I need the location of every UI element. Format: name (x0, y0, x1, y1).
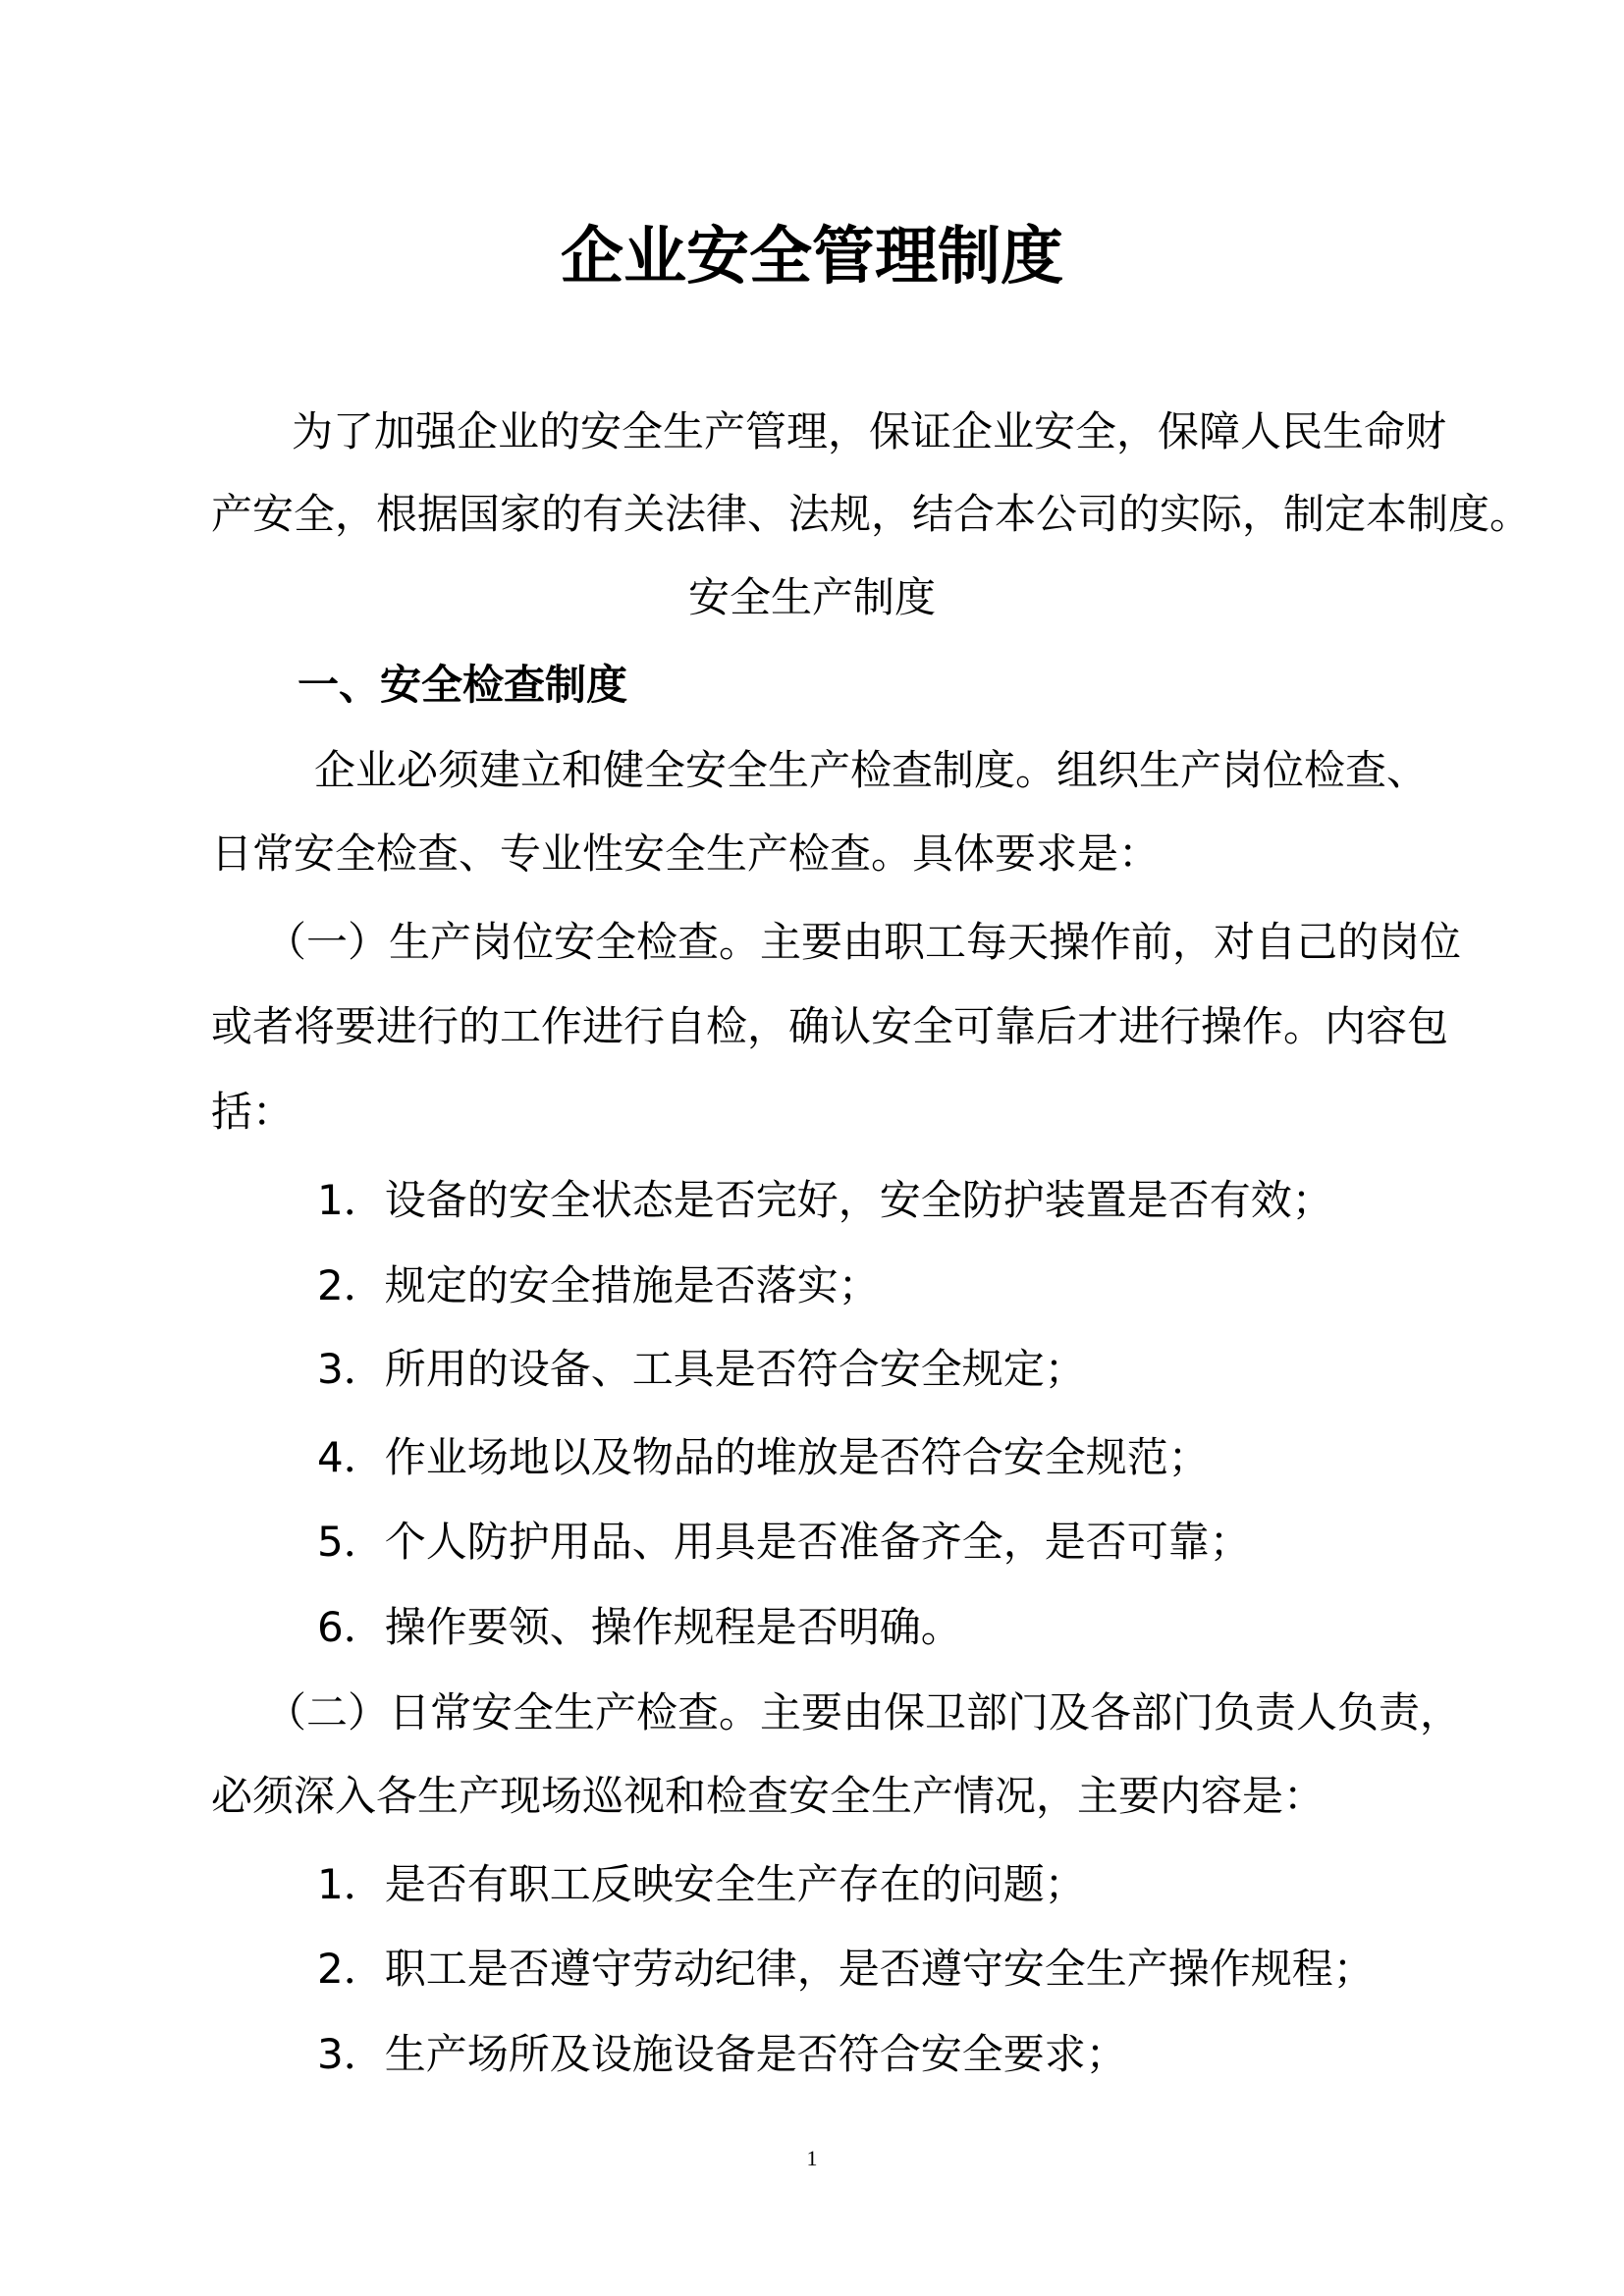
subsection-text: 或者将要进行的工作进行自检，确认安全可靠后才进行操作。内容包 (211, 1002, 1449, 1050)
intro-line: 产安全，根据国家的有关法律、法规，结合本公司的实际，制定本制度。 (211, 490, 1532, 538)
subsection-text: 必须深入各生产现场巡视和检查安全生产情况，主要内容是： (211, 1772, 1326, 1820)
section-title: 安全生产制度 (687, 573, 936, 621)
subsection-text: （二）日常安全生产检查。主要由保卫部门及各部门负责人负责， (265, 1688, 1462, 1736)
list-item: 4．作业场地以及物品的堆放是否符合安全规范； (317, 1433, 1210, 1481)
chapter-intro-line: 日常安全检查、专业性安全生产检查。具体要求是： (211, 829, 1161, 878)
subsection-text: 括： (211, 1088, 295, 1136)
chapter-intro-line: 企业必须建立和健全安全生产检查制度。组织生产岗位检查、 (314, 746, 1429, 794)
list-item: 1．设备的安全状态是否完好，安全防护装置是否有效； (317, 1176, 1333, 1224)
list-item: 3．生产场所及设施设备是否符合安全要求； (317, 2030, 1127, 2078)
list-item: 3．所用的设备、工具是否符合安全规定； (317, 1345, 1086, 1393)
list-item: 2．职工是否遵守劳动纪律，是否遵守安全生产操作规程； (317, 1945, 1375, 1993)
list-item: 2．规定的安全措施是否落实； (317, 1261, 880, 1309)
list-item: 6．操作要领、操作规程是否明确。 (317, 1603, 962, 1651)
document-title: 企业安全管理制度 (561, 220, 1063, 294)
page-number: 1 (806, 2146, 818, 2170)
list-item: 5．个人防护用品、用具是否准备齐全，是否可靠； (317, 1518, 1251, 1566)
chapter-heading: 一、安全检查制度 (298, 661, 628, 709)
intro-line: 为了加强企业的安全生产管理，保证企业安全，保障人民生命财 (292, 407, 1447, 455)
subsection-text: （一）生产岗位安全检查。主要由职工每天操作前，对自己的岗位 (265, 918, 1462, 966)
list-item: 1．是否有职工反映安全生产存在的问题； (317, 1860, 1086, 1908)
